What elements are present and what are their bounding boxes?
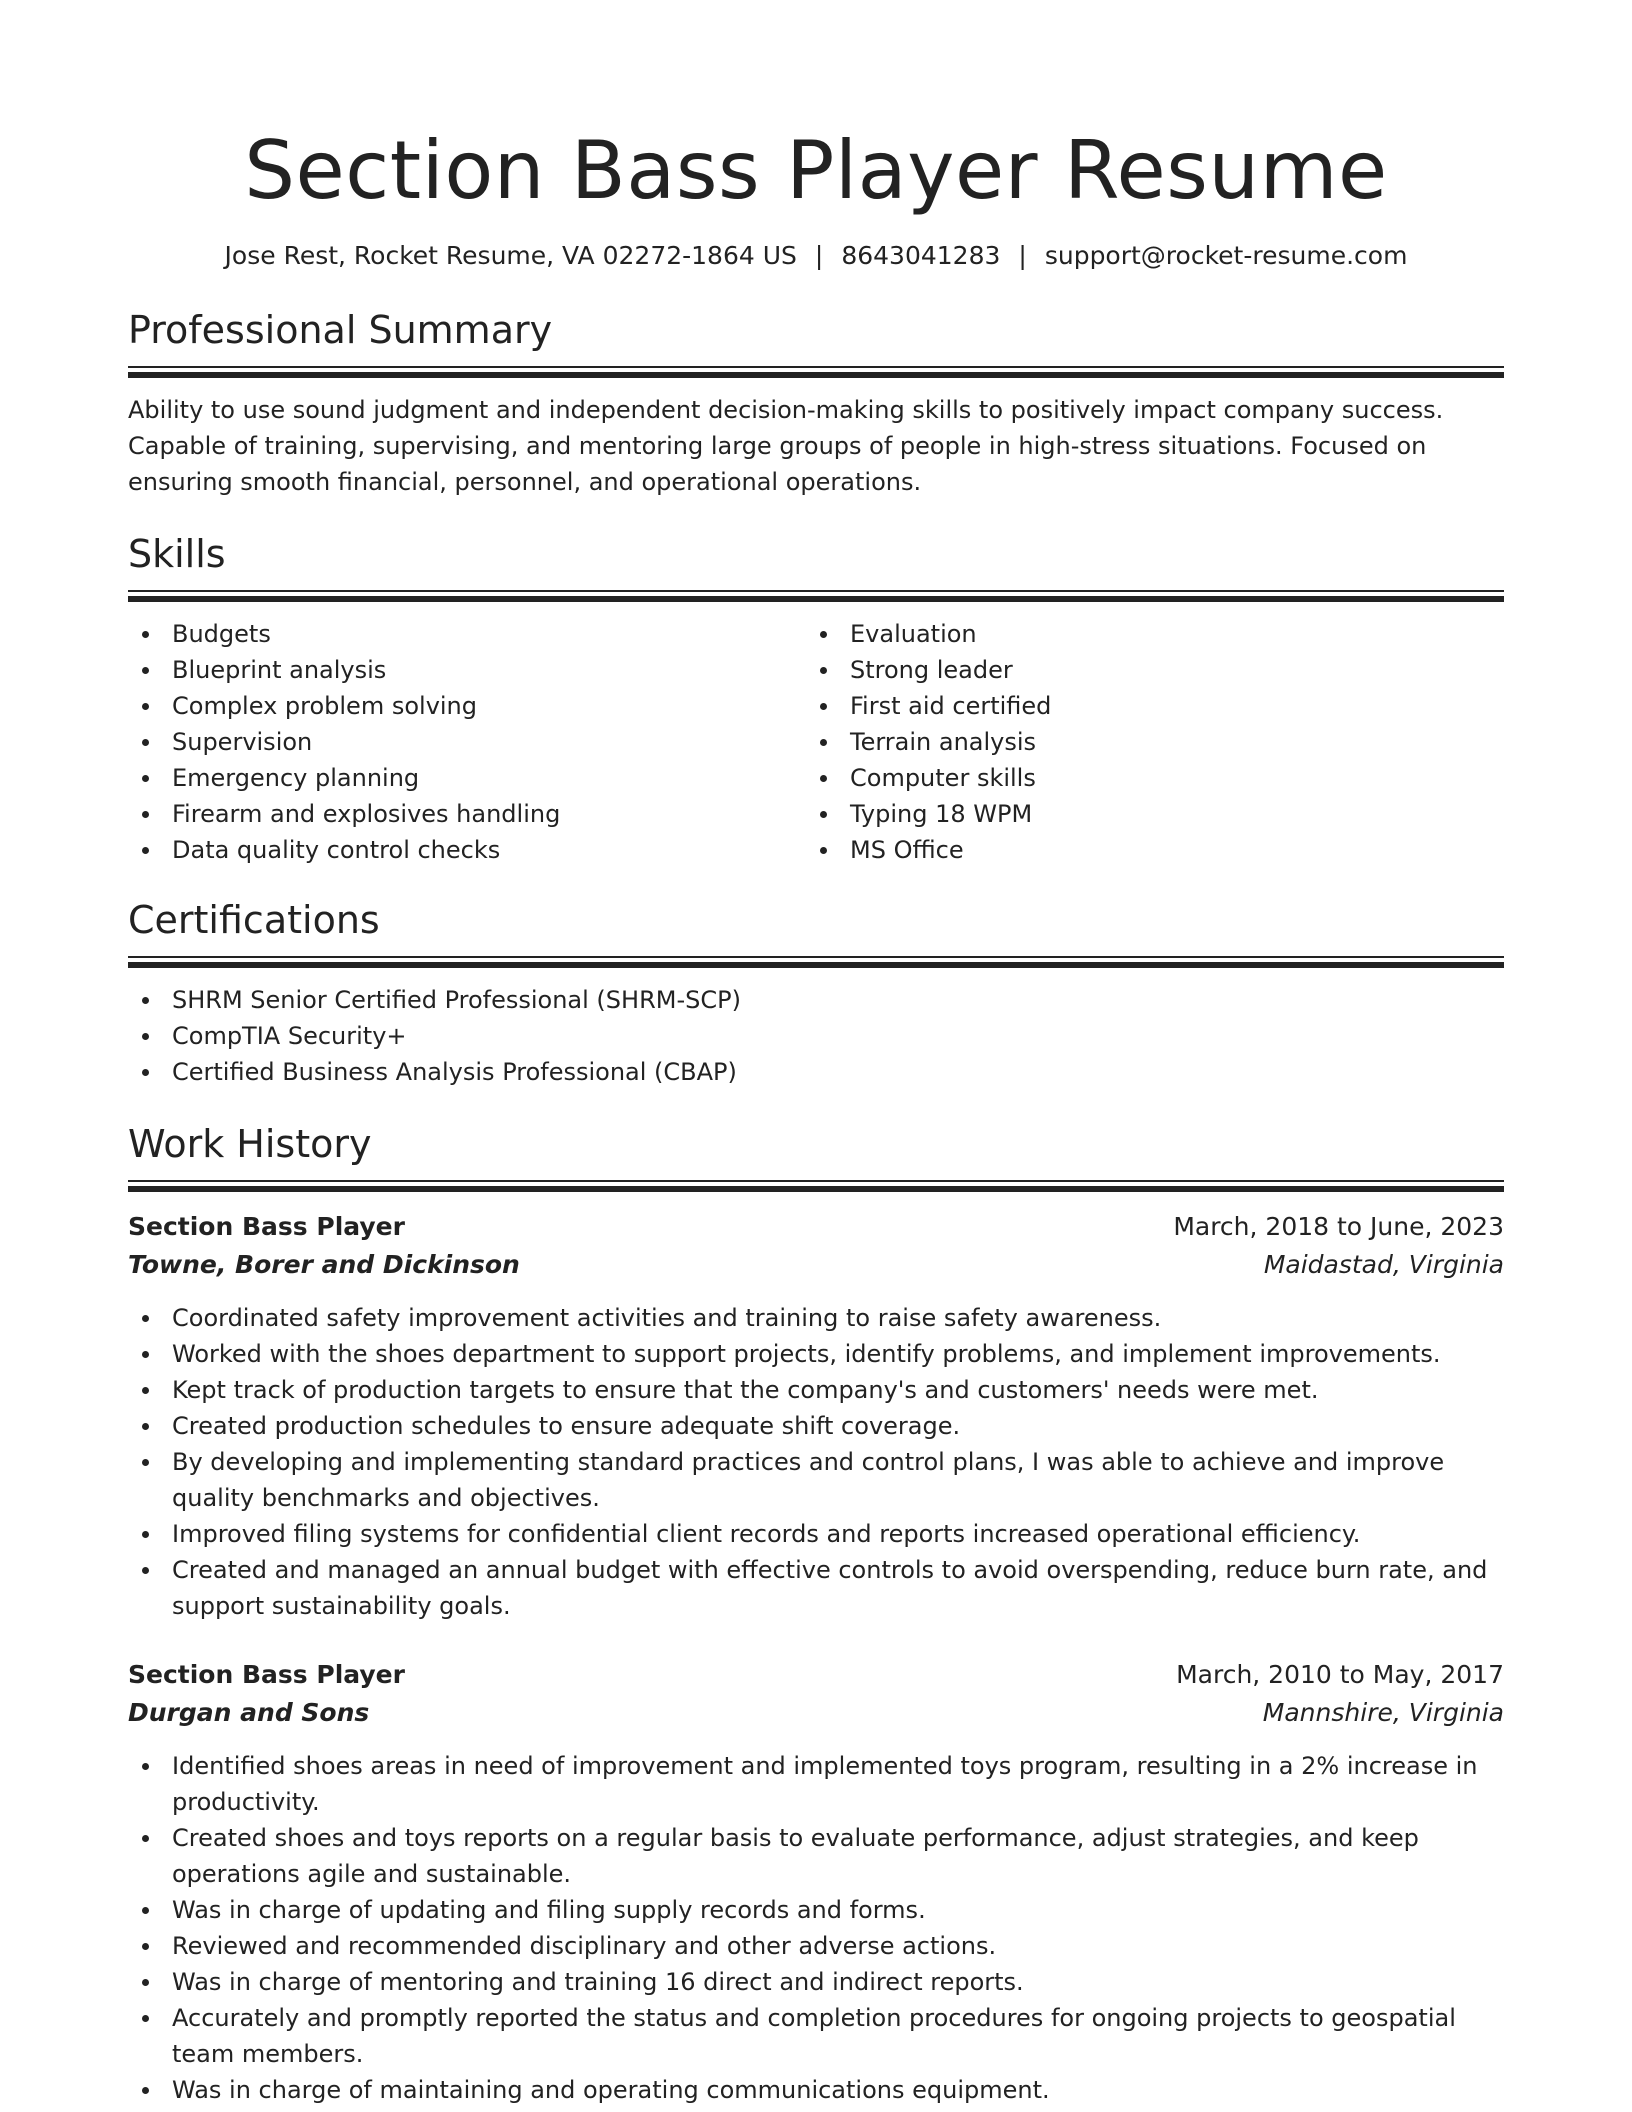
skill-item: Emergency planning	[172, 760, 806, 796]
skills-heading: Skills	[128, 532, 226, 576]
job-bullet: Coordinated safety improvement activities and training to raise safety awareness.	[172, 1300, 1504, 1336]
skill-item: Budgets	[172, 616, 806, 652]
job-bullet: Created shoes and toys reports on a regular basis to evaluate performance, adjust strategies, and keep operations agile and sustainable.	[172, 1820, 1504, 1892]
skill-item: Data quality control checks	[172, 832, 806, 868]
section-divider	[128, 1180, 1504, 1192]
summary-heading: Professional Summary	[128, 308, 553, 352]
skills-grid	[128, 616, 1504, 868]
section-divider	[128, 590, 1504, 602]
job-entry	[128, 1656, 1504, 2108]
job-subheader	[128, 1246, 1504, 1284]
certification-item: SHRM Senior Certified Professional (SHRM-SCP)	[172, 982, 1504, 1018]
skill-item: Evaluation	[850, 616, 1484, 652]
contact-email: support@rocket-resume.com	[1044, 241, 1408, 270]
certifications-section	[128, 894, 1504, 1090]
page-title: Section Bass Player Resume	[244, 124, 1388, 217]
job-bullet: Was in charge of updating and filing supply records and forms.	[172, 1892, 1504, 1928]
job-bullet: Was in charge of maintaining and operating communications equipment.	[172, 2072, 1504, 2108]
skill-item: Typing 18 WPM	[850, 796, 1484, 832]
skill-item: First aid certified	[850, 688, 1484, 724]
job-subheader	[128, 1694, 1504, 1732]
job-bullet: Was in charge of mentoring and training 16 direct and indirect reports.	[172, 1964, 1504, 2000]
job-bullets	[128, 1300, 1504, 1624]
summary-section	[128, 304, 1504, 500]
job-company: Durgan and Sons	[128, 1698, 370, 1727]
job-entry	[128, 1208, 1504, 1624]
summary-text: Ability to use sound judgment and independent decision-making skills to positively impact company success. Capable of training, supervising, and mentoring large groups of people in high-stress situations. Focused on ensuring smooth financial, personnel, and operational operations.	[128, 396, 1444, 496]
job-location: Mannshire, Virginia	[1262, 1698, 1504, 1727]
job-bullet: Reviewed and recommended disciplinary and other adverse actions.	[172, 1928, 1504, 1964]
contact-phone: 8643041283	[841, 241, 1001, 270]
resume-page	[128, 0, 1504, 2108]
job-title: Section Bass Player	[128, 1212, 405, 1241]
certification-item: CompTIA Security+	[172, 1018, 1504, 1054]
section-divider	[128, 366, 1504, 378]
contact-address: Jose Rest, Rocket Resume, VA 02272-1864 US	[224, 241, 797, 270]
skills-list-left	[128, 616, 806, 868]
skill-item: Firearm and explosives handling	[172, 796, 806, 832]
skill-item: Terrain analysis	[850, 724, 1484, 760]
skill-item: Blueprint analysis	[172, 652, 806, 688]
job-bullet: Worked with the shoes department to support projects, identify problems, and implement improvements.	[172, 1336, 1504, 1372]
skill-item: Supervision	[172, 724, 806, 760]
skills-list-right	[806, 616, 1484, 868]
job-bullet: Improved filing systems for confidential client records and reports increased operational efficiency.	[172, 1516, 1504, 1552]
job-company: Towne, Borer and Dickinson	[128, 1250, 520, 1279]
skill-item: Strong leader	[850, 652, 1484, 688]
job-bullets	[128, 1748, 1504, 2108]
job-title: Section Bass Player	[128, 1660, 405, 1689]
job-bullet: Created and managed an annual budget with effective controls to avoid overspending, reduce burn rate, and support sustainability goals.	[172, 1552, 1504, 1624]
certification-item: Certified Business Analysis Professional (CBAP)	[172, 1054, 1504, 1090]
work-history-heading: Work History	[128, 1122, 372, 1166]
job-bullet: Accurately and promptly reported the status and completion procedures for ongoing projects to geospatial team members.	[172, 2000, 1504, 2072]
contact-line	[128, 238, 1504, 274]
section-divider	[128, 956, 1504, 968]
skill-item: Computer skills	[850, 760, 1484, 796]
skill-item: Complex problem solving	[172, 688, 806, 724]
job-bullet: Created production schedules to ensure adequate shift coverage.	[172, 1408, 1504, 1444]
contact-separator: |	[1018, 241, 1027, 270]
job-bullet: By developing and implementing standard practices and control plans, I was able to achieve and improve quality benchmarks and objectives.	[172, 1444, 1504, 1516]
job-bullet: Kept track of production targets to ensure that the company's and customers' needs were met.	[172, 1372, 1504, 1408]
job-header	[128, 1208, 1504, 1246]
job-dates: March, 2018 to June, 2023	[1173, 1212, 1504, 1241]
job-dates: March, 2010 to May, 2017	[1176, 1660, 1504, 1689]
skill-item: MS Office	[850, 832, 1484, 868]
job-header	[128, 1656, 1504, 1694]
job-location: Maidastad, Virginia	[1263, 1250, 1504, 1279]
certifications-list	[128, 982, 1504, 1090]
work-history-section	[128, 1118, 1504, 2108]
skills-section	[128, 528, 1504, 868]
certifications-heading: Certifications	[128, 898, 380, 942]
job-bullet: Identified shoes areas in need of improvement and implemented toys program, resulting in a 2% increase in productivity.	[172, 1748, 1504, 1820]
contact-separator: |	[814, 241, 824, 270]
